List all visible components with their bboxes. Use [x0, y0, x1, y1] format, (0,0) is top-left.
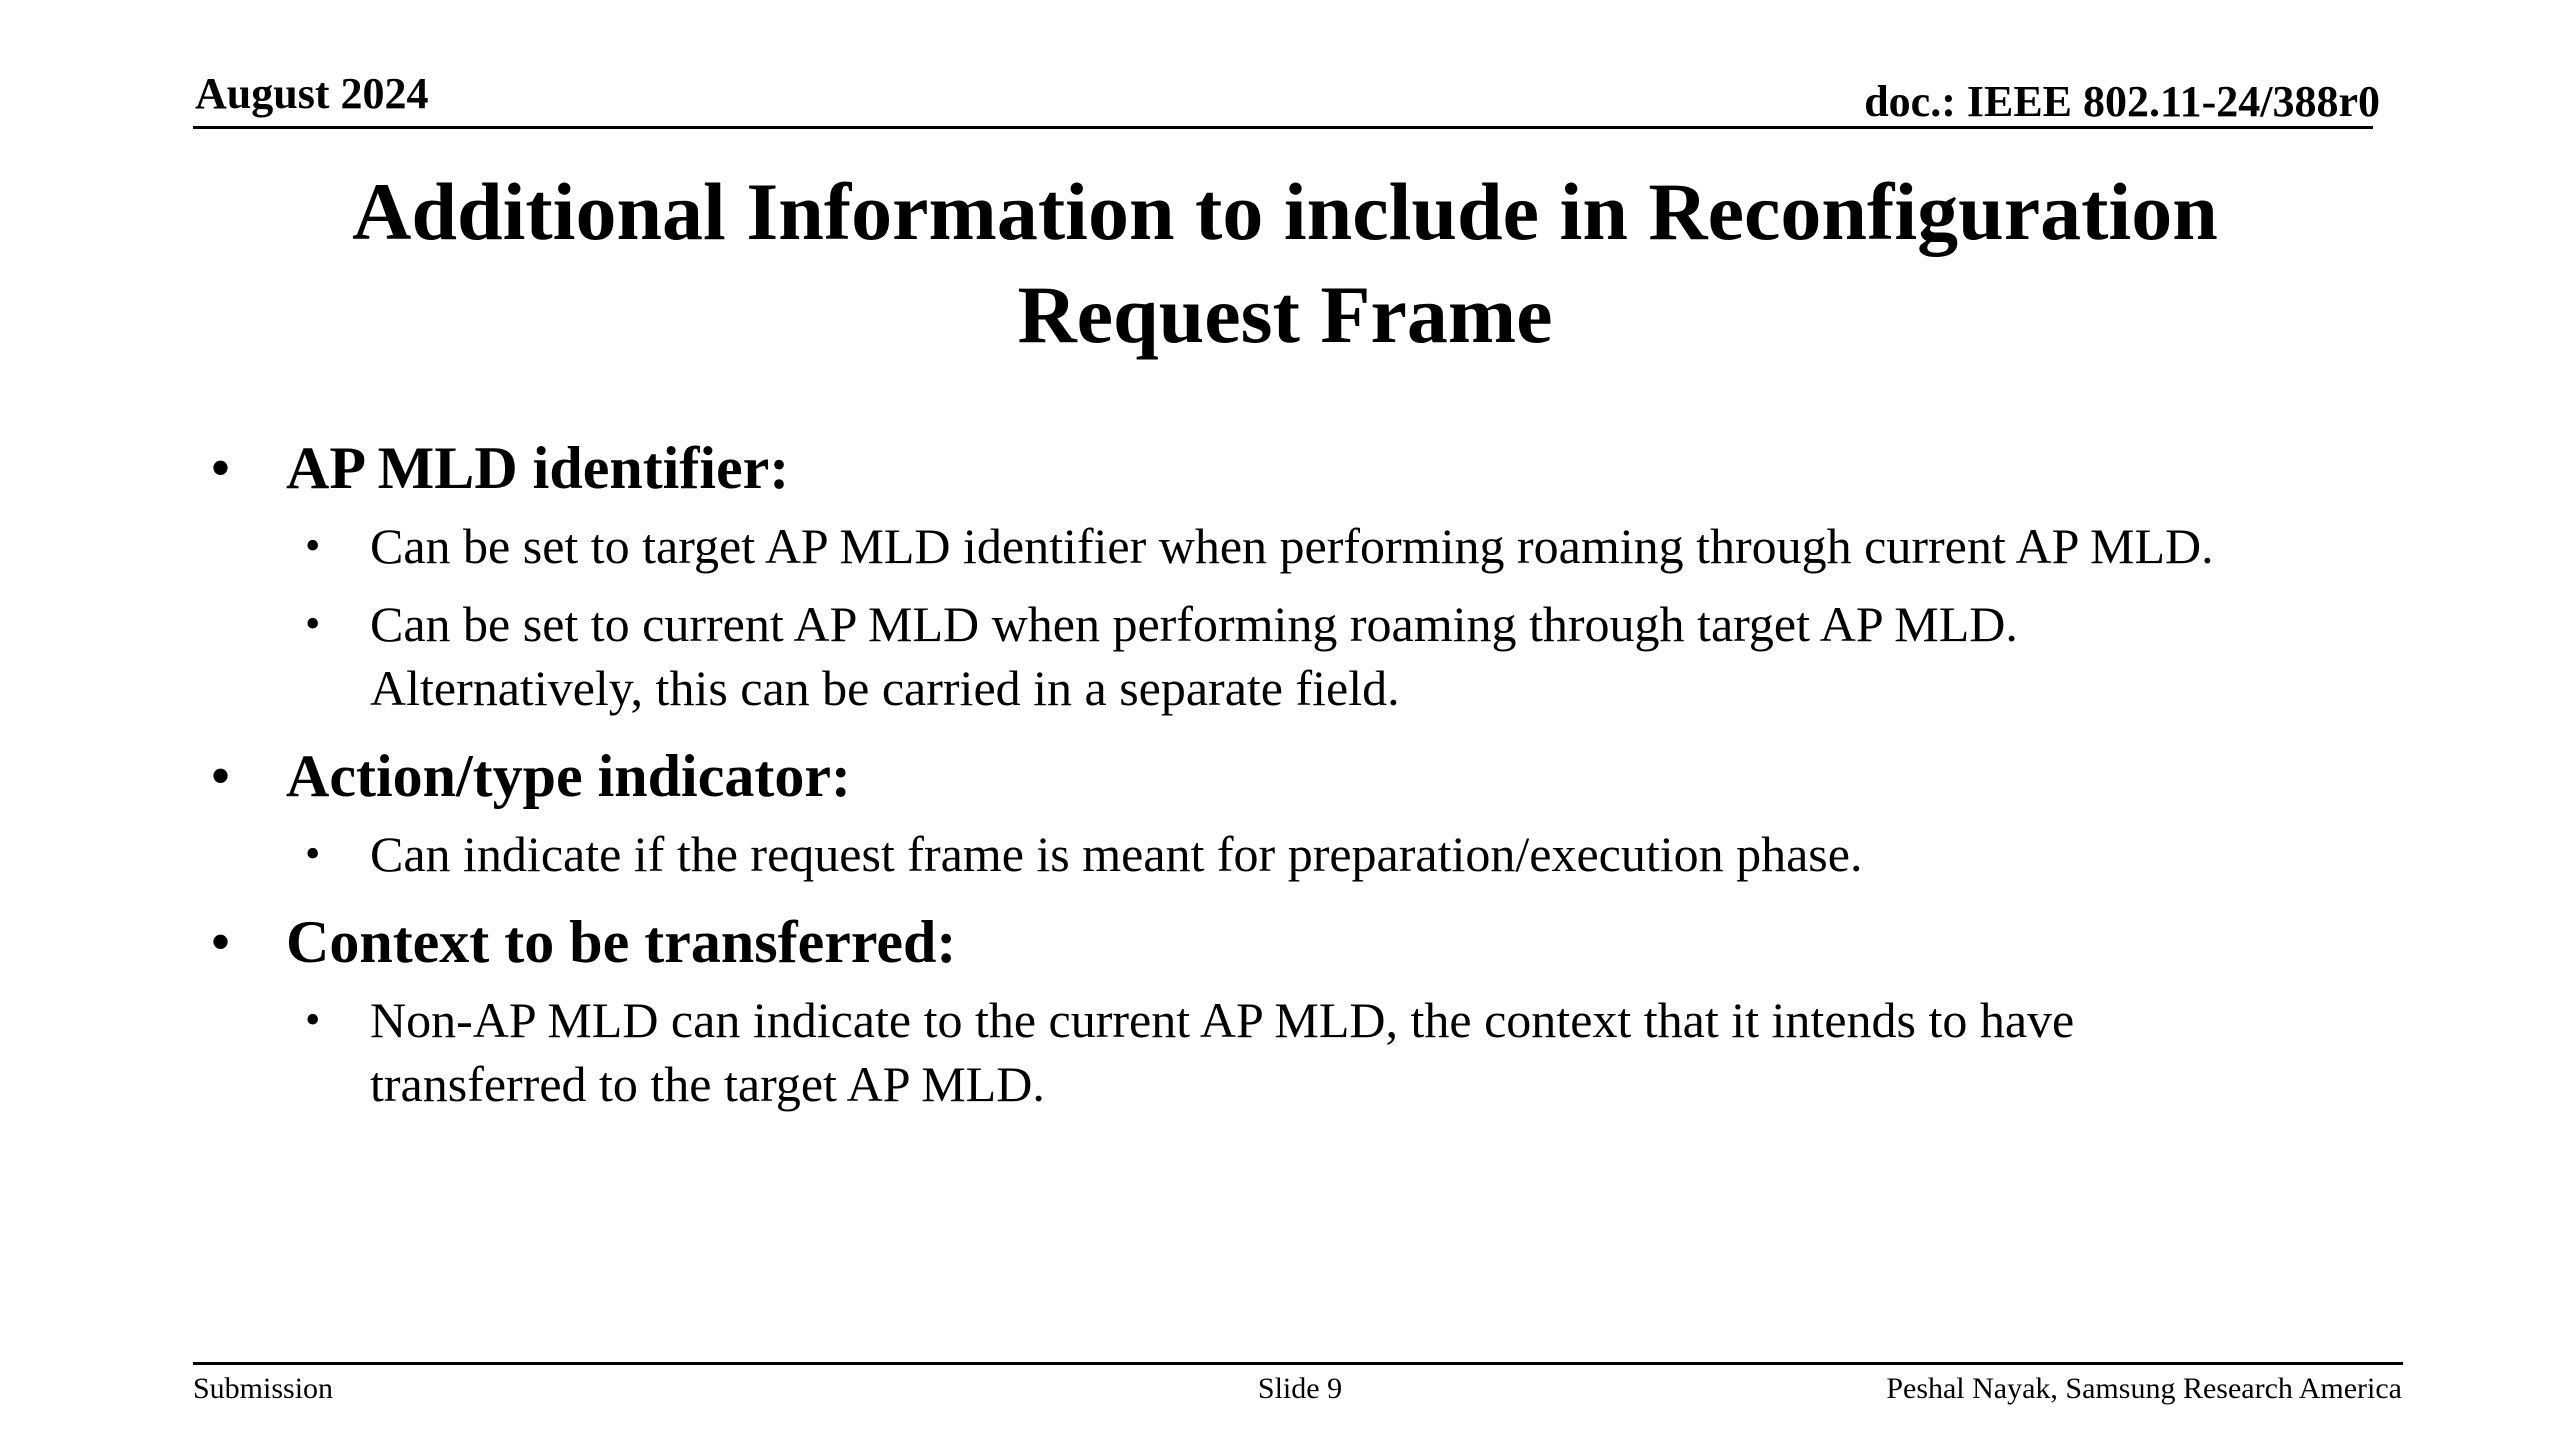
sub-bullet-marker: • [305, 829, 321, 878]
footer-submission: Submission [193, 1372, 334, 1405]
sub-bullet-text-line: Can be set to target AP MLD identifier when performing roaming through current AP MLD. [370, 518, 2214, 574]
footer-divider [193, 1362, 2403, 1365]
footer-author: Peshal Nayak, Samsung Research America [1886, 1372, 2402, 1405]
bullet-context-to-be-transferred [210, 906, 2410, 978]
sub-bullet-marker: • [305, 521, 321, 570]
sub-bullet-marker: • [305, 995, 321, 1044]
sub-bullet-text-line: Non-AP MLD can indicate to the current AP MLD, the context that it intends to have [370, 992, 2075, 1048]
bullet-marker: • [210, 909, 232, 975]
slide-body [210, 432, 2410, 1116]
sub-bullet [210, 988, 2410, 1116]
header-doc-id: doc.: IEEE 802.11-24/388r0 [1864, 77, 2380, 126]
sub-bullet-text-line: Can indicate if the request frame is meant for preparation/execution phase. [370, 826, 1863, 882]
sub-bullet [210, 822, 2410, 886]
sub-bullet [210, 592, 2410, 720]
bullet-heading: AP MLD identifier: [286, 435, 790, 501]
slide-title-line-1: Additional Information to include in Reconfiguration [352, 166, 2218, 257]
bullet-marker: • [210, 743, 232, 809]
header-date: August 2024 [195, 69, 429, 118]
bullet-marker: • [210, 435, 232, 501]
sub-bullet [210, 514, 2410, 578]
footer-slide-number: Slide 9 [1257, 1372, 1343, 1405]
sub-bullet-text-line: Can be set to current AP MLD when performing roaming through target AP MLD. [370, 596, 2018, 652]
sub-bullet-text-line: Alternatively, this can be carried in a separate field. [370, 660, 1400, 716]
bullet-action-type-indicator [210, 740, 2410, 812]
bullet-heading: Context to be transferred: [286, 909, 957, 975]
bullet-ap-mld-identifier [210, 432, 2410, 504]
slide-title-line-2: Request Frame [1017, 269, 1553, 360]
header-divider [193, 126, 2373, 129]
bullet-heading: Action/type indicator: [286, 743, 851, 809]
slide-title [200, 160, 2370, 366]
sub-bullet-marker: • [305, 599, 321, 648]
sub-bullet-text-line: transferred to the target AP MLD. [370, 1056, 1045, 1112]
